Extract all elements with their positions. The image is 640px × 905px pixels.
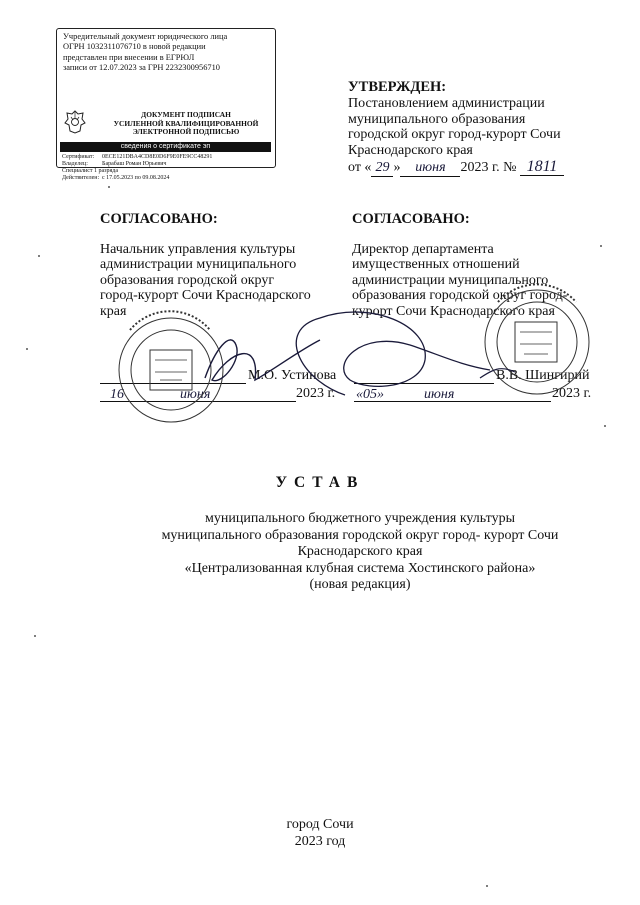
agreed-right-block: СОГЛАСОВАНО: Директор департамента имущественных отношений администрации муниципального образования городской округ город- курорт Сочи Краснодарского края (352, 212, 612, 320)
official-seal-left (119, 311, 223, 422)
scan-speck (486, 885, 488, 887)
agreed-left-name: М.О. Устинова (248, 368, 337, 383)
document-title: УСТАВ (275, 474, 365, 491)
stamp-line: ОГРН 1032311076710 в новой редакции (63, 42, 206, 52)
agreed-right-month: июня (424, 387, 455, 402)
scan-speck (26, 348, 28, 350)
certificate-role: Специалист 1 разряда (62, 167, 119, 174)
stamp-line: записи от 12.07.2023 за ГРН 2232300956710 (63, 63, 220, 73)
footer-city: город Сочи (286, 817, 354, 832)
handwritten-signature-center (296, 312, 490, 395)
certificate-serial: 0ECE121DBA4CD8E0D6F9E0FE9CC48291 (102, 154, 213, 160)
approval-number: 1811 (520, 159, 564, 176)
digital-signature-title: ДОКУМЕНТ ПОДПИСАН УСИЛЕННОЙ КВАЛИФИЦИРОВАННОЙ ЭЛЕКТРОННОЙ ПОДПИСЬЮ (113, 110, 259, 137)
scan-speck (38, 255, 40, 257)
agreed-right-heading: СОГЛАСОВАНО: (352, 211, 470, 227)
approval-month: июня (400, 160, 460, 177)
scan-speck (108, 186, 110, 188)
document-footer (0, 817, 640, 850)
agreed-left-heading: СОГЛАСОВАНО: (100, 211, 218, 227)
certificate-info-bar: сведения о сертификате эп (60, 142, 271, 152)
footer-year: 2023 год (294, 833, 346, 849)
approved-block: УТВЕРЖДЕН: Постановлением администрации муниципального образования городской округ город-курорт Сочи Краснодарского края от « 29 » июня 2023 г. № 1811 (348, 80, 608, 177)
certificate-details: Сертификат: 0ECE121DBA4CD8E0D6F9E0FE9CC48291 Владелец: Барабаш Роман Юрьевич Специалист 1 разряда Действителен: с 17.05.2023 по 09.08.2024 (62, 154, 274, 182)
handwritten-signature-right (480, 369, 515, 378)
agreed-left-date: 16 июня 2023 г. (100, 386, 350, 404)
scan-speck (604, 425, 606, 427)
certificate-owner: Барабаш Роман Юрьевич (102, 160, 167, 167)
official-seal-right (485, 284, 589, 394)
agreed-left-day: 16 (110, 387, 124, 402)
agreed-left-block: СОГЛАСОВАНО: Начальник управления культуры администрации муниципального образования городской округ город-курорт Сочи Краснодарского края (100, 212, 340, 320)
stamp-line: Учредительный документ юридического лица (63, 32, 228, 41)
document-subtitle: муниципального бюджетного учреждения культуры муниципального образования городской округ город- курорт Сочи Краснодарского края «Централизованная клубная система Хостинского района» (новая редакция) (161, 511, 559, 593)
approval-date-line: от « 29 » июня 2023 г. № 1811 (348, 159, 608, 177)
agreed-right-date: «05» июня 2023 г. (356, 386, 592, 402)
agreed-right-name: В.В. Шингирий (496, 368, 590, 383)
scan-speck (600, 245, 602, 247)
approved-heading: УТВЕРЖДЕН: (348, 79, 447, 95)
scan-speck (34, 635, 36, 637)
certificate-validity: с 17.05.2023 по 09.08.2024 (102, 174, 170, 181)
stamp-line: представлен при внесении в ЕГРЮЛ (63, 52, 195, 62)
approval-day: 29 (371, 160, 393, 177)
agreed-right-day: «05» (356, 387, 384, 402)
agreed-left-month: июня (180, 387, 211, 402)
